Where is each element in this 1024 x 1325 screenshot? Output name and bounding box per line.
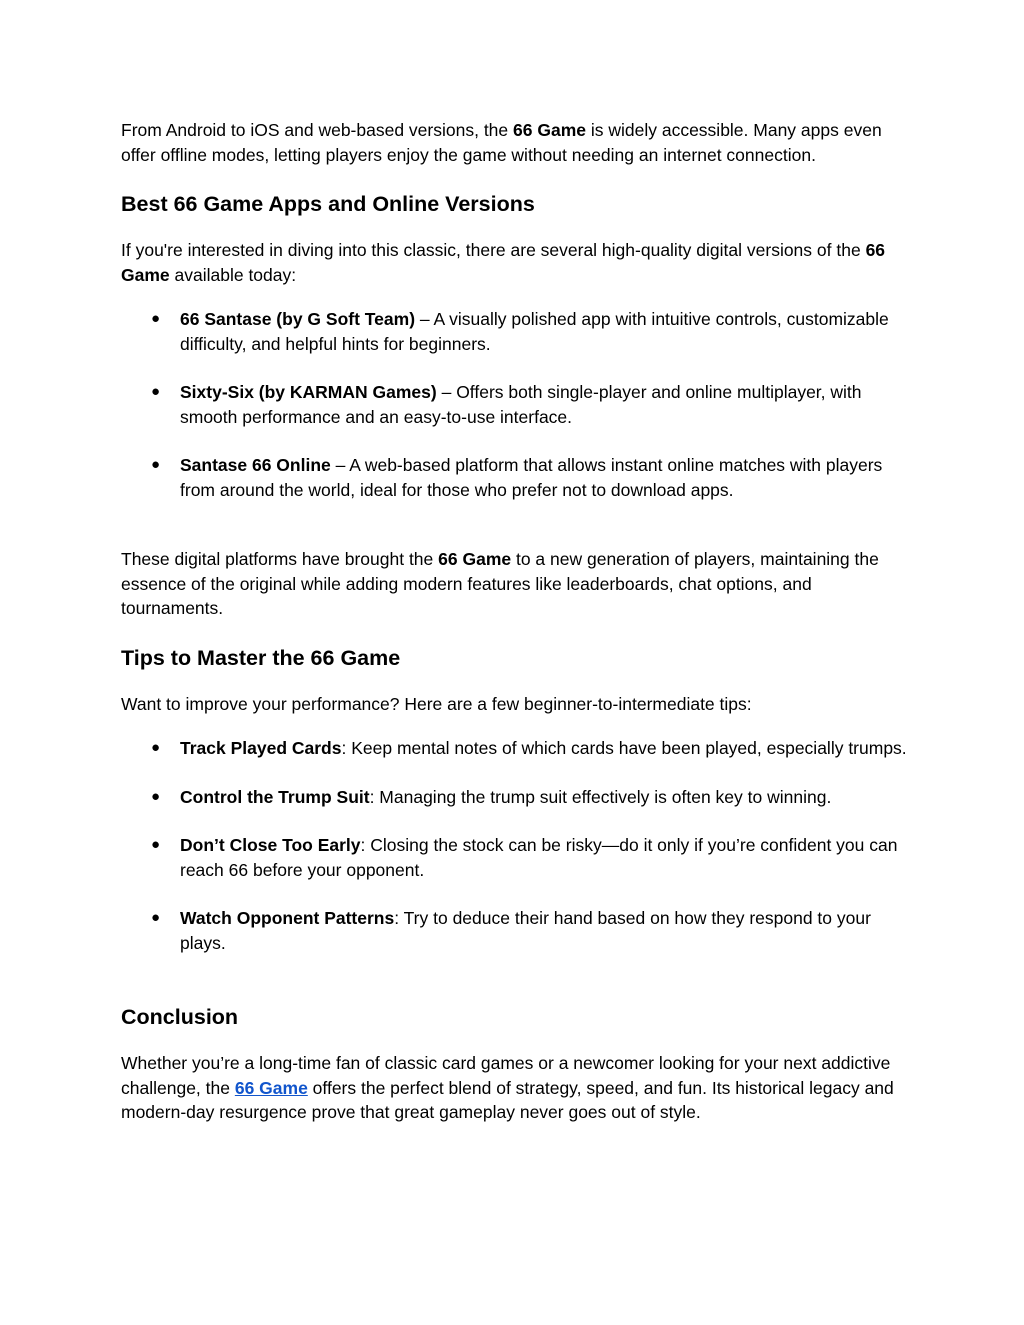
tips-intro-paragraph: Want to improve your performance? Here are a few beginner-to-intermediate tips: [121,693,752,714]
document-page [121,118,911,1125]
apps-closing-paragraph: These digital platforms have brought the 66 Game to a new generation of players, maintaining the essence of the original while adding modern features like leaderboards, chat options, and tournaments. [121,549,879,618]
bullet-icon: ● [151,456,161,473]
apps-list [121,307,911,502]
bullet-icon: ● [151,909,161,926]
list-item: ● Watch Opponent Patterns: Try to deduce their hand based on how they respond to your plays. [151,908,871,953]
list-item: ● Don’t Close Too Early: Closing the stock can be risky—do it only if you’re confident you can reach 66 before your opponent. [151,835,898,880]
list-item: ● 66 Santase (by G Soft Team) – A visually polished app with intuitive controls, customizable difficulty, and helpful hints for beginners. [151,309,889,354]
list-item: ● Santase 66 Online – A web-based platform that allows instant online matches with players from around the world, ideal for those who prefer not to download apps. [151,455,883,500]
conclusion-paragraph: Whether you’re a long-time fan of classic card games or a newcomer looking for your next addictive challenge, the 66 Game offers the perfect blend of strategy, speed, and fun. Its historical legacy and modern-day resurgence prove that great gameplay never goes out of style. [121,1053,894,1122]
bullet-icon: ● [151,383,161,400]
heading-tips: Tips to Master the 66 Game [121,645,401,670]
tips-list [121,736,911,955]
list-item: ● Control the Trump Suit: Managing the trump suit effectively is often key to winning. [121,785,911,810]
apps-intro-paragraph: If you're interested in diving into this classic, there are several high-quality digital versions of the 66 Game available today: [121,240,886,285]
66-game-link[interactable]: 66 Game [234,1077,308,1098]
intro-bold: 66 Game [513,120,586,140]
bullet-icon: ● [151,787,161,805]
list-item: ● Sixty-Six (by KARMAN Games) – Offers both single-player and online multiplayer, with smooth performance and an easy-to-use interface. [151,382,862,427]
list-item: ● Track Played Cards: Keep mental notes of which cards have been played, especially trumps. [121,736,911,761]
bullet-icon: ● [151,836,161,853]
intro-paragraph: From Android to iOS and web-based versions, the 66 Game is widely accessible. Many apps even offer offline modes, letting players enjoy the game without needing an internet connection. [121,120,882,165]
bullet-icon: ● [151,739,161,756]
heading-apps: Best 66 Game Apps and Online Versions [121,192,535,216]
bullet-icon: ● [151,310,161,327]
heading-conclusion: Conclusion [121,1005,239,1029]
